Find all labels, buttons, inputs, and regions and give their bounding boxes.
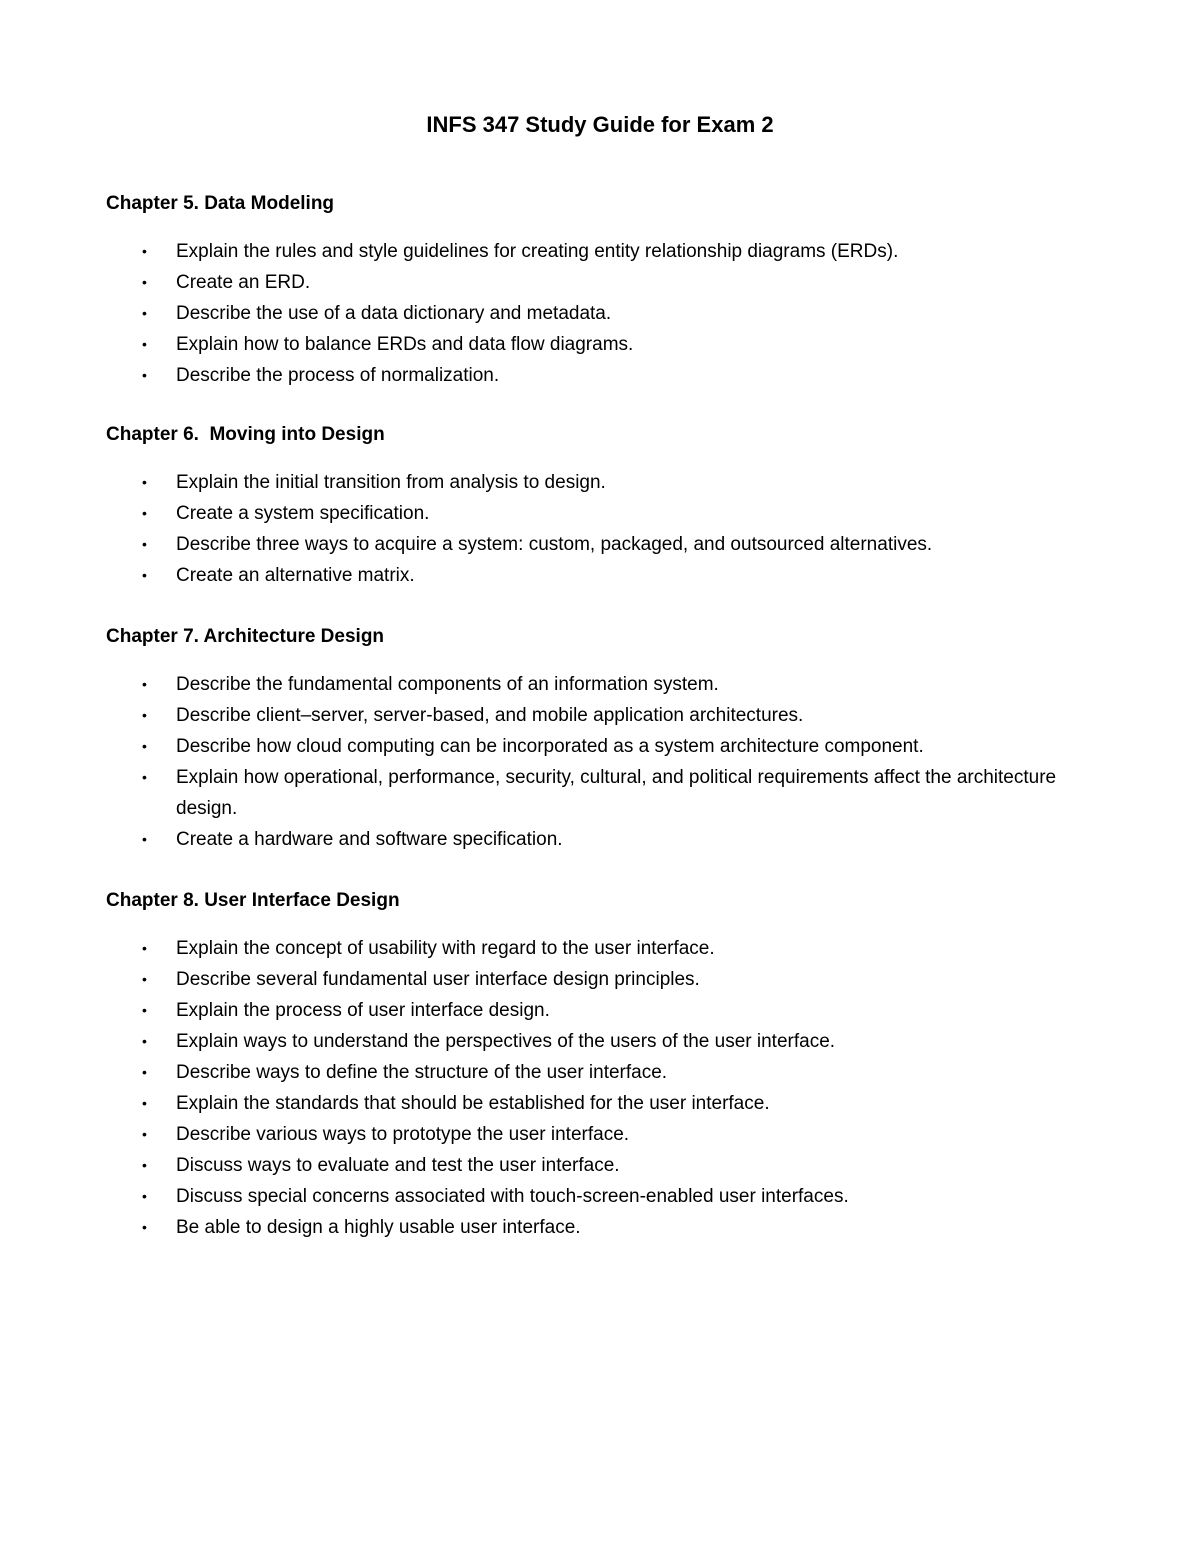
list-item-text: Explain the concept of usability with regard to the user interface. [176,938,715,959]
bullet-icon: • [142,707,147,723]
list-item-text: Explain how operational, performance, security, cultural, and political requirements affect the architecture design. [176,767,1057,819]
list-item-text: Describe client–server, server-based, and mobile application architectures. [176,705,804,726]
list-item-text: Describe the fundamental components of an information system. [176,674,719,695]
list-item [106,298,1076,329]
bullet-icon: • [142,505,147,521]
list-item [106,1088,1076,1119]
list-item [106,964,1076,995]
list-item-text: Describe various ways to prototype the user interface. [176,1124,630,1145]
list-item-text: Explain ways to understand the perspectives of the users of the user interface. [176,1031,836,1052]
list-item [106,1119,1076,1150]
list-item-text: Create a system specification. [176,503,430,524]
section-heading: Chapter 7. Architecture Design [106,626,385,647]
bullet-icon: • [142,1033,147,1049]
list-item [106,669,1076,700]
section-heading: Chapter 6. Moving into Design [106,424,385,445]
list-item [106,1057,1076,1088]
bullet-icon: • [142,1157,147,1173]
section-chapter-7 [106,623,1106,855]
list-item-text: Describe the process of normalization. [176,365,500,386]
bullet-icon: • [142,971,147,987]
list-item [106,824,1076,855]
list-item-text: Discuss special concerns associated with touch-screen-enabled user interfaces. [176,1186,849,1207]
bullet-icon: • [142,1188,147,1204]
list-item-text: Discuss ways to evaluate and test the user interface. [176,1155,620,1176]
list-item [106,1181,1076,1212]
list-item-text: Describe three ways to acquire a system: custom, packaged, and outsourced alternatives. [176,534,933,555]
bullet-icon: • [142,336,147,352]
list-item-text: Describe the use of a data dictionary and metadata. [176,303,612,324]
list-item [106,236,1076,267]
list-item [106,1026,1076,1057]
list-item-text: Explain how to balance ERDs and data flow diagrams. [176,334,634,355]
bullet-icon: • [142,1095,147,1111]
bullet-icon: • [142,567,147,583]
bullet-icon: • [142,831,147,847]
bullet-list [106,933,1106,1243]
list-item [106,1150,1076,1181]
list-item [106,700,1076,731]
bullet-icon: • [142,367,147,383]
list-item-text: Describe ways to define the structure of the user interface. [176,1062,668,1083]
list-item [106,731,1076,762]
bullet-list [106,669,1106,855]
bullet-icon: • [142,1064,147,1080]
list-item-text: Explain the rules and style guidelines for creating entity relationship diagrams (ERDs). [176,241,899,262]
list-item [106,467,1076,498]
section-heading: Chapter 5. Data Modeling [106,193,335,214]
bullet-icon: • [142,474,147,490]
bullet-icon: • [142,274,147,290]
bullet-icon: • [142,536,147,552]
bullet-icon: • [142,1002,147,1018]
bullet-icon: • [142,738,147,754]
list-item-text: Create a hardware and software specification. [176,829,563,850]
bullet-icon: • [142,1219,147,1235]
bullet-list [106,236,1106,391]
list-item-text: Create an alternative matrix. [176,565,415,586]
list-item [106,1212,1076,1243]
list-item-text: Describe how cloud computing can be incorporated as a system architecture component. [176,736,924,757]
list-item-text: Create an ERD. [176,272,311,293]
section-chapter-6 [106,421,1106,591]
document-title: INFS 347 Study Guide for Exam 2 [426,112,774,137]
list-item-text: Be able to design a highly usable user interface. [176,1217,581,1238]
list-item [106,498,1076,529]
bullet-icon: • [142,1126,147,1142]
list-item [106,762,1076,824]
bullet-list [106,467,1106,591]
list-item [106,529,1076,560]
bullet-icon: • [142,243,147,259]
section-heading: Chapter 8. User Interface Design [106,890,400,911]
list-item-text: Explain the process of user interface design. [176,1000,550,1021]
bullet-icon: • [142,676,147,692]
bullet-icon: • [142,940,147,956]
list-item [106,560,1076,591]
list-item-text: Explain the standards that should be established for the user interface. [176,1093,770,1114]
list-item [106,933,1076,964]
list-item-text: Describe several fundamental user interface design principles. [176,969,700,990]
list-item [106,329,1076,360]
list-item [106,360,1076,391]
list-item [106,995,1076,1026]
section-chapter-8 [106,887,1106,1243]
list-item-text: Explain the initial transition from analysis to design. [176,472,606,493]
section-chapter-5 [106,190,1106,391]
bullet-icon: • [142,769,147,785]
bullet-icon: • [142,305,147,321]
list-item [106,267,1076,298]
